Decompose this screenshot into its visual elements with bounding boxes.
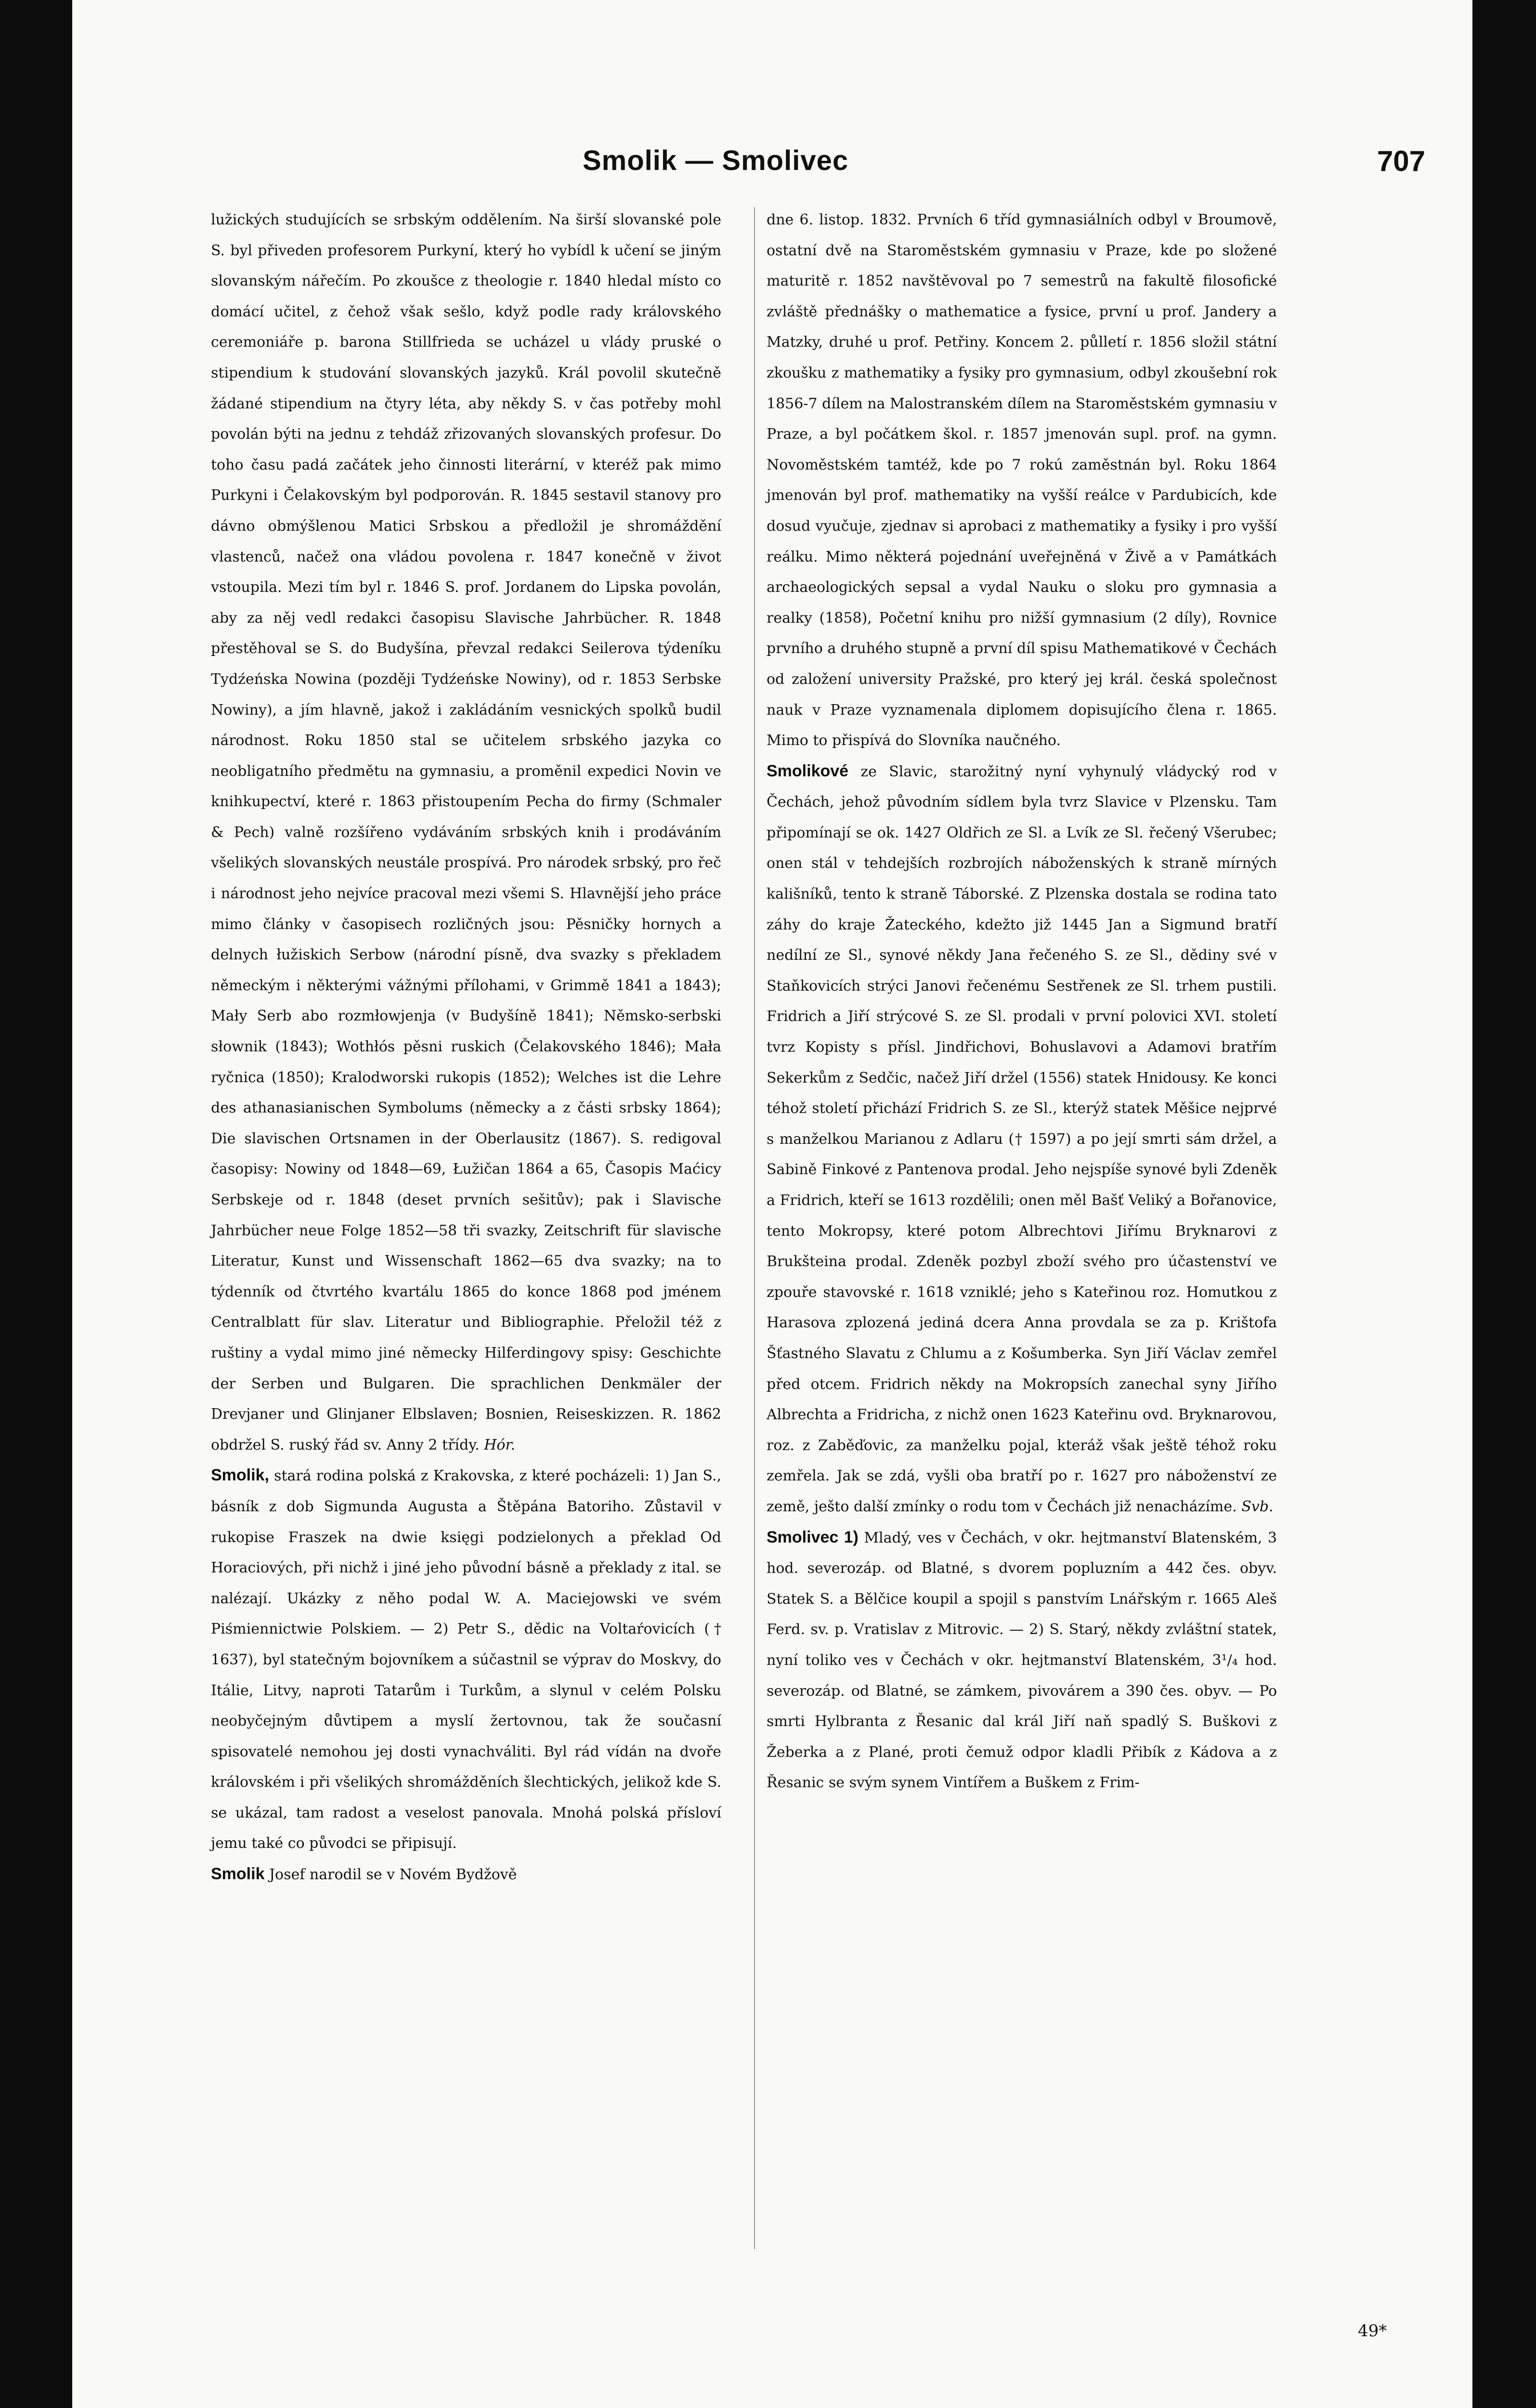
scan-edge-left	[0, 0, 72, 2408]
entry-smolikove	[767, 756, 1277, 1522]
entry-headword: Smolikové	[767, 761, 849, 780]
paragraph-text: Mladý, ves v Čechách, v okr. hejtmanství Blatenském, 3 hod. severozáp. od Blatné, s dvorem popluzním a 442 čes. obyv. Statek S. a Bělčice koupil a spojil s panstvím Lnářským r. 1665 Aleš Ferd. sv. p. Vratislav z Mitrovic. — 2) S. Starý, někdy zvláštní statek, nyní toliko ves v Čechách v okr. hejtmanství Blatenském, 3¹/₄ hod. severozáp. od Blatné, se zámkem, pivovárem a 390 čes. obyv. — Po smrti Hylbranta z Řesanic dal král Jiří naň spadlý S. Buškovi z Žeberka a z Plané, proti čemuž odpor kladli Přibík z Kádova a z Řesanic se svým synem Vintířem a Buškem z Frim-	[767, 1529, 1277, 1792]
paragraph-text: Josef narodil se v Novém Bydžově	[269, 1866, 517, 1884]
paragraph-text: stará rodina polská z Krakovska, z které pocházeli: 1) Jan S., básník z dob Sigmunda Augusta a Štěpána Batoriho. Zůstavil v rukopise Fraszek na dwie księgi podzielonych a překlad Od Horaciových, při nichž i jiné jeho původní básně a překlady z ital. se nalézají. Ukázky z něho podal W. A. Maciejowski ve svém Piśmiennictwie Polskiem. — 2) Petr S., dědic na Voltaŕovicích († 1637), byl statečným bojovníkem a súčastnil se výprav do Moskvy, do Itálie, Litvy, naproti Tatarům i Turkům, a slynul v celém Polsku neobyčejným důvtipem a myslí žertovnou, tak že současní spisovatelé nemohou jej dosti vynachváliti. Byl rád vídán na dvoře královském i při všelikých shromážděních šlechtických, jelikož kde S. se ukázal, tam radost a veselost panovala. Mnohá polská přísloví jemu také co původci se připisují.	[211, 1467, 721, 1852]
entry-headword: Smolik	[211, 1865, 265, 1884]
paragraph-text: lužických studujících se srbským oddělením. Na širší slovanské pole S. byl přiveden profesorem Purkyní, který ho vybídl k učení se jiným slovanským nářečím. Po zkoušce z theologie r. 1840 hledal místo co domácí učitel, z čehož však sešlo, když podle rady královského ceremoniáře p. barona Stillfrieda se ucházel u vlády pruské o stipendium k studování slovanských jazyků. Král povolil skutečně žádané stipendium na čtyry léta, aby někdy S. v čas potřeby mohl povolán býti na jednu z tehdáž zřizovaných slovanských profesur. Do toho času padá začátek jeho činnosti literární, v kteréž pak mimo Purkyni i Čelakovským byl podporován. R. 1845 sestavil stanovy pro dávno obmýšlenou Matici Srbskou a předložil je shromáždění vlastenců, načež ona vládou povolena r. 1847 konečně v život vstoupila. Mezi tím byl r. 1846 S. prof. Jordanem do Lipska povolán, aby za něj vedl redakci časopisu Slavische Jahrbücher. R. 1848 přestěhoval se S. do Budyšína, převzal redakci Seilerova týdeníku Tydźeńska Nowina (později Tydźeńske Nowiny), od r. 1853 Serbske Nowiny), a jím hlavně, jakož i zakládáním vesnických spolků budil národnost. Roku 1850 stal se učitelem srbského jazyka co neobligatního předmětu na gymnasiu, a proměnil expedici Novin ve knihkupectví, které r. 1863 přistoupením Pecha do firmy (Schmaler & Pech) valně rozšířeno vydáváním srbských knih i prodáváním všelikých slovanských neustále prospívá. Pro národek srbský, pro řeč i národnost jeho nejvíce pracoval mezi všemi S. Hlavnější jeho práce mimo články v časopisech rozličných jsou: Pěsničky hornych a delnych łužiskich Serbow (národní písně, dva svazky s překladem německým i některými vážnými přílohami, v Grimmě 1841 a 1843); Mały Serb abo rozmłowjenja (v Budyšíně 1841); Němsko-serbski słownik (1843); Wothłós pěsni ruskich (Čelakovského 1846); Mała ryčnica (1850); Kralodworski rukopis (1852); Welches ist die Lehre des athanasianischen Symbolums (německy a z části srbsky 1864); Die slavischen Ortsnamen in der Oberlausitz (1867). S. redigoval časopisy: Nowiny od 1848—69, Łužičan 1864 a 65, Časopis Maćicy Serbskeje od r. 1848 (deset prvních sešitův); pak i Slavische Jahrbücher neue Folge 1852—58 tři svazky, Zeitschrift für slavische Literatur, Kunst und Wissenschaft 1862—65 dva svazky; na to týdenník od čtvrtého kvartálu 1865 do konce 1868 pod jménem Centralblatt für slav. Literatur und Bibliographie. Přeložil též z ruštiny a vydal mimo jiné německy Hilferdingovy spisy: Geschichte der Serben und Bulgaren. Die sprachlichen Denkmäler der Drevjaner und Glinjaner Elbslaven; Bosnien, Reiseskizzen. R. 1862 obdržel S. ruský řád sv. Anny 2 třídy.	[211, 211, 721, 1453]
entry-headword: Smolivec 1)	[767, 1528, 859, 1546]
entry-continuation-smolar	[211, 205, 721, 1460]
entry-smolivec	[767, 1522, 1277, 1798]
right-column	[767, 205, 1277, 1798]
page-number: 707	[1377, 145, 1425, 177]
column-rule	[754, 207, 755, 2249]
entry-smolik-josef	[211, 1859, 721, 1890]
author-signature: Svb.	[1241, 1498, 1274, 1515]
entry-continuation-smolik-josef	[767, 205, 1277, 756]
entry-headword: Smolik,	[211, 1466, 269, 1485]
running-title: Smolik — Smolivec	[583, 145, 849, 176]
paragraph-text: dne 6. listop. 1832. Prvních 6 tříd gymnasiálních odbyl v Broumově, ostatní dvě na Staroměstském gymnasiu v Praze, kde po složené maturitě r. 1852 navštěvoval po 7 semestrů na fakultě filosofické zvláště přednášky o mathematice a fysice, první u prof. Jandery a Matzky, druhé u prof. Petřiny. Koncem 2. půlletí r. 1856 složil státní zkoušku z mathematiky a fysiky pro gymnasium, odbyl zkoušební rok 1856-7 dílem na Malostranském dílem na Staroměstském gymnasiu v Praze, a byl počátkem škol. r. 1857 jmenován supl. prof. na gymn. Novoměstském tamtéž, kde po 7 rokú zaměstnán byl. Roku 1864 jmenován byl prof. mathematiky na vyšší reálce v Pardubicích, kde dosud vyučuje, zjednav si aprobaci z mathematiky a fysiky i pro vyšší reálku. Mimo některá pojednání uveřejněná v Živě a v Památkách archaeologických sepsal a vydal Nauku o sloku pro gymnasia a realky (1858), Početní knihu pro nižší gymnasium (2 díly), Rovnice prvního a druhého stupně a první díl spisu Mathematikové v Čechách od založení university Pražské, pro který jej král. česká společnost nauk v Praze vyznamenala diplomem dopisujícího člena r. 1865. Mimo to přispívá do Slovníka naučného.	[767, 211, 1277, 749]
author-signature: Hór.	[484, 1436, 516, 1453]
page-header	[202, 144, 1425, 188]
entry-smolik-family	[211, 1460, 721, 1859]
paragraph-text: ze Slavic, starožitný nyní vyhynulý vládycký rod v Čechách, jehož původním sídlem byla tvrz Slavice v Plzensku. Tam připomínají se ok. 1427 Oldřich ze Sl. a Lvík ze Sl. řečený Všerubec; onen stál v tehdejších rozbrojích náboženských k straně mírných kališníků, tento k straně Táborské. Z Plzenska dostala se rodina tato záhy do kraje Žateckého, kdežto již 1445 Jan a Sigmund bratří nedílní ze Sl., synové někdy Jana řečeného S. ze Sl., dědiny své v Staňkovicích strýci Janovi řečenému Sestřenek ze Sl. trhem pustili. Fridrich a Jiří strýcové S. ze Sl. prodali v první polovici XVI. století tvrz Kopisty s přísl. Jindřichovi, Bohuslavovi a Adamovi bratřím Sekerkům z Sedčic, načež Jiří držel (1556) statek Hnidousy. Ke konci téhož století přichází Fridrich S. ze Sl., kterýž statek Měšice nejprvé s manželkou Marianou z Adlaru († 1597) a po její smrti sám držel, a Sabině Finkové z Pantenova prodal. Jeho nejspíše synové byli Zdeněk a Fridrich, kteří se 1613 rozdělili; onen měl Bašť Veliký a Bořanovice, tento Mokropsy, které potom Albrechtovi Jiřímu Bryknarovi z Brukšteina prodal. Zdeněk pozbyl zboží svého pro účastenství ve zpouře stavovské r. 1618 vzniklé; jeho s Kateřinou roz. Homutkou z Harasova zplozená jediná dcera Anna provdala se za p. Krištofa Šťastného Slavatu z Chlumu a z Košumberka. Syn Jiří Václav zemřel před otcem. Fridrich někdy na Mokropsích zanechal syny Jiřího Albrechta a Fridricha, z nichž onen 1623 Kateřinu ovd. Bryknarovou, roz. z Zaběďovic, za manželku pojal, kteráž však ještě téhož roku zemřela. Jak se zdá, vyšli oba bratří po r. 1627 pro náboženství ze země, ješto další zmínky o rodu tom v Čechách již nenacházíme.	[767, 763, 1277, 1515]
scan-edge-right	[1472, 0, 1536, 2408]
left-column	[211, 205, 721, 1890]
signature-mark: 49*	[1358, 2321, 1387, 2341]
